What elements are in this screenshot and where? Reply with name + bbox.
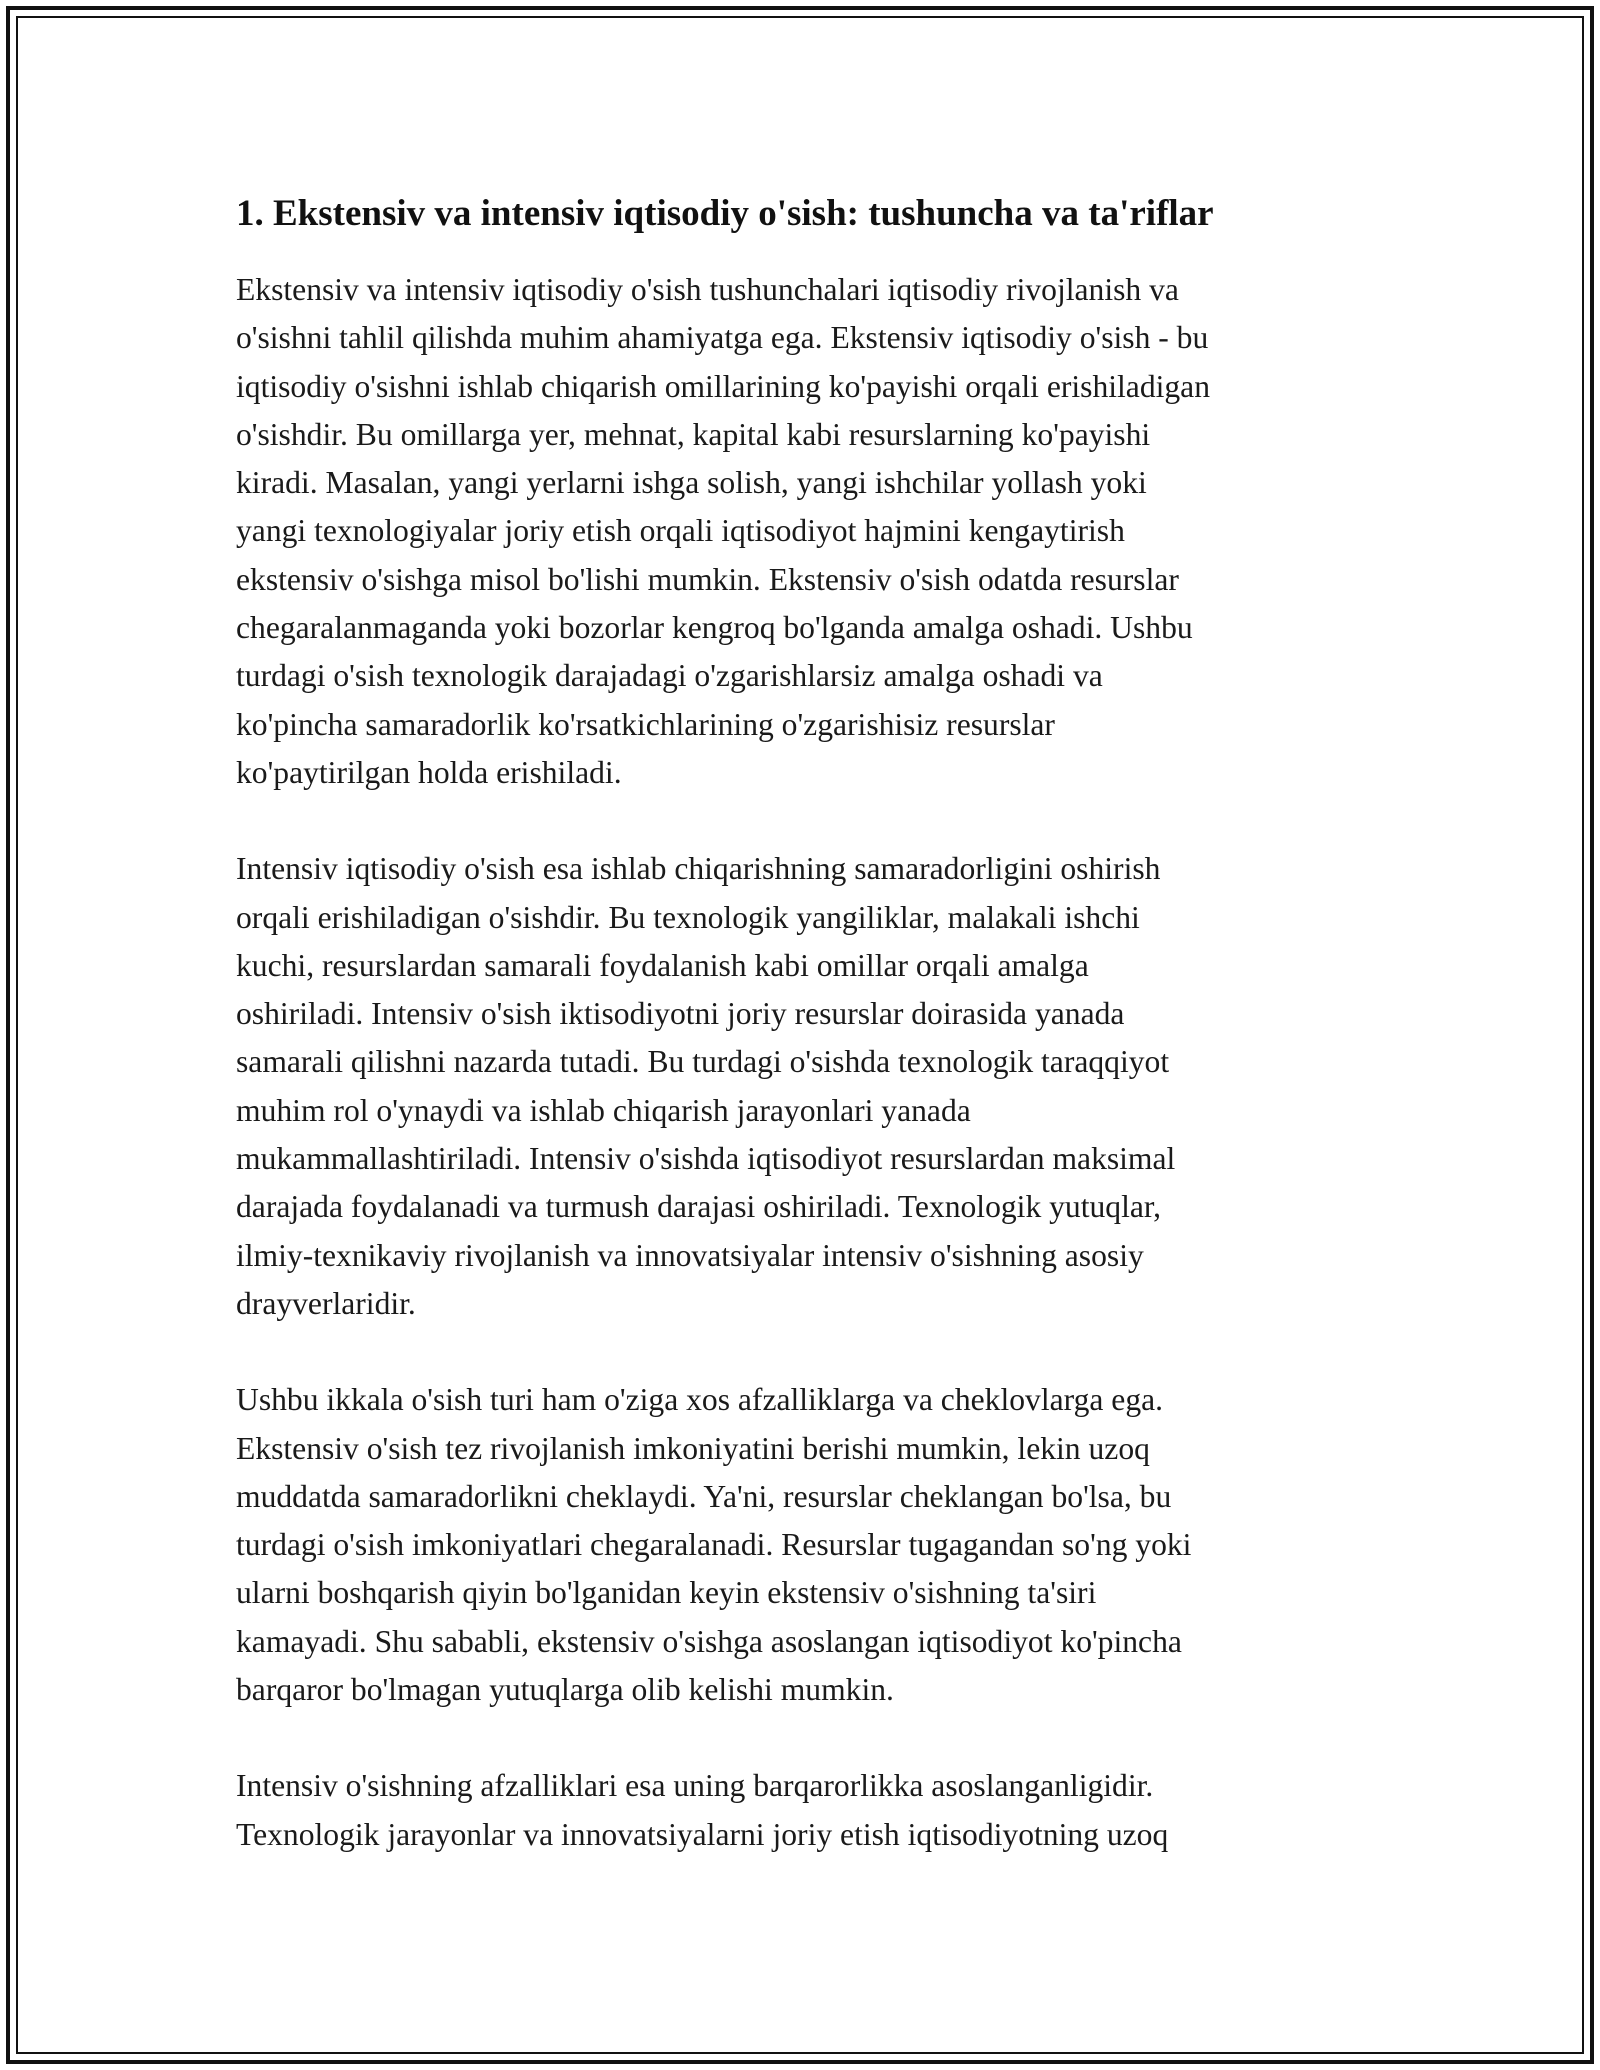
text-line: kuchi, resurslardan samarali foydalanish kabi omillar orqali amalga — [236, 947, 1089, 983]
text-line: oshiriladi. Intensiv o'sish iktisodiyotni joriy resurslar doirasida yanada — [236, 996, 1125, 1032]
text-line: muhim rol o'ynaydi va ishlab chiqarish jarayonlari yanada — [236, 1092, 971, 1128]
text-line: iqtisodiy o'sishni ishlab chiqarish omillarining ko'payishi orqali erishiladigan — [236, 368, 1211, 404]
text-line: ko'paytirilgan holda erishiladi. — [236, 754, 622, 790]
paragraph-4 — [236, 1762, 1376, 1859]
text-line: Intensiv iqtisodiy o'sish esa ishlab chiqarishning samaradorligini oshirish — [236, 851, 1161, 887]
text-line: mukammallashtiriladi. Intensiv o'sishda iqtisodiyot resurslardan maksimal — [236, 1141, 1176, 1177]
text-line: turdagi o'sish imkoniyatlari chegaralanadi. Resurslar tugagandan so'ng yoki — [236, 1527, 1192, 1563]
paragraph-2 — [236, 845, 1376, 1328]
text-line: ko'pincha samaradorlik ko'rsatkichlarining o'zgarishisiz resurslar — [236, 706, 1055, 742]
text-line: muddatda samaradorlikni cheklaydi. Ya'ni, resurslar cheklangan bo'lsa, bu — [236, 1478, 1172, 1514]
text-line: Texnologik jarayonlar va innovatsiyalarni joriy etish iqtisodiyotning uzoq — [236, 1816, 1169, 1852]
text-line: Ekstensiv o'sish tez rivojlanish imkoniyatini berishi mumkin, lekin uzoq — [236, 1430, 1150, 1466]
paragraph-3 — [236, 1376, 1376, 1714]
text-line: darajada foydalanadi va turmush darajasi oshiriladi. Texnologik yutuqlar, — [236, 1189, 1162, 1225]
text-line: yangi texnologiyalar joriy etish orqali iqtisodiyot hajmini kengaytirish — [236, 513, 1125, 549]
text-line: chegaralanmaganda yoki bozorlar kengroq bo'lganda amalga oshadi. Ushbu — [236, 610, 1193, 646]
text-line: samarali qilishni nazarda tutadi. Bu turdagi o'sishda texnologik taraqqiyot — [236, 1044, 1170, 1080]
text-line: ilmiy-texnikaviy rivojlanish va innovatsiyalar intensiv o'sishning asosiy — [236, 1237, 1144, 1273]
paragraph-1 — [236, 266, 1376, 797]
text-line: Ekstensiv va intensiv iqtisodiy o'sish tushunchalari iqtisodiy rivojlanish va — [236, 272, 1179, 307]
text-line: drayverlaridir. — [236, 1285, 416, 1321]
text-line: Ushbu ikkala o'sish turi ham o'ziga xos afzalliklarga va cheklovlarga ega. — [236, 1382, 1164, 1418]
document-body — [236, 190, 1376, 1907]
text-line: o'sishni tahlil qilishda muhim ahamiyatga ega. Ekstensiv iqtisodiy o'sish - bu — [236, 320, 1209, 356]
text-line: ularni boshqarish qiyin bo'lganidan keyin ekstensiv o'sishning ta'siri — [236, 1575, 1097, 1611]
text-line: barqaror bo'lmagan yutuqlarga olib kelishi mumkin. — [236, 1672, 894, 1708]
text-line: turdagi o'sish texnologik darajadagi o'zgarishlarsiz amalga oshadi va — [236, 658, 1103, 694]
text-line: kiradi. Masalan, yangi yerlarni ishga solish, yangi ishchilar yollash yoki — [236, 465, 1147, 501]
text-line: Intensiv o'sishning afzalliklari esa uning barqarorlikka asoslanganligidir. — [236, 1768, 1154, 1804]
text-line: ekstensiv o'sishga misol bo'lishi mumkin. Ekstensiv o'sish odatda resurslar — [236, 561, 1179, 597]
text-line: o'sishdir. Bu omillarga yer, mehnat, kapital kabi resurslarning ko'payishi — [236, 416, 1151, 452]
section-heading: 1. Ekstensiv va intensiv iqtisodiy o'sish: tushuncha va ta'riflar — [236, 193, 1214, 234]
text-line: kamayadi. Shu sababli, ekstensiv o'sishga asoslangan iqtisodiyot ko'pincha — [236, 1623, 1182, 1659]
text-line: orqali erishiladigan o'sishdir. Bu texnologik yangiliklar, malakali ishchi — [236, 899, 1140, 935]
